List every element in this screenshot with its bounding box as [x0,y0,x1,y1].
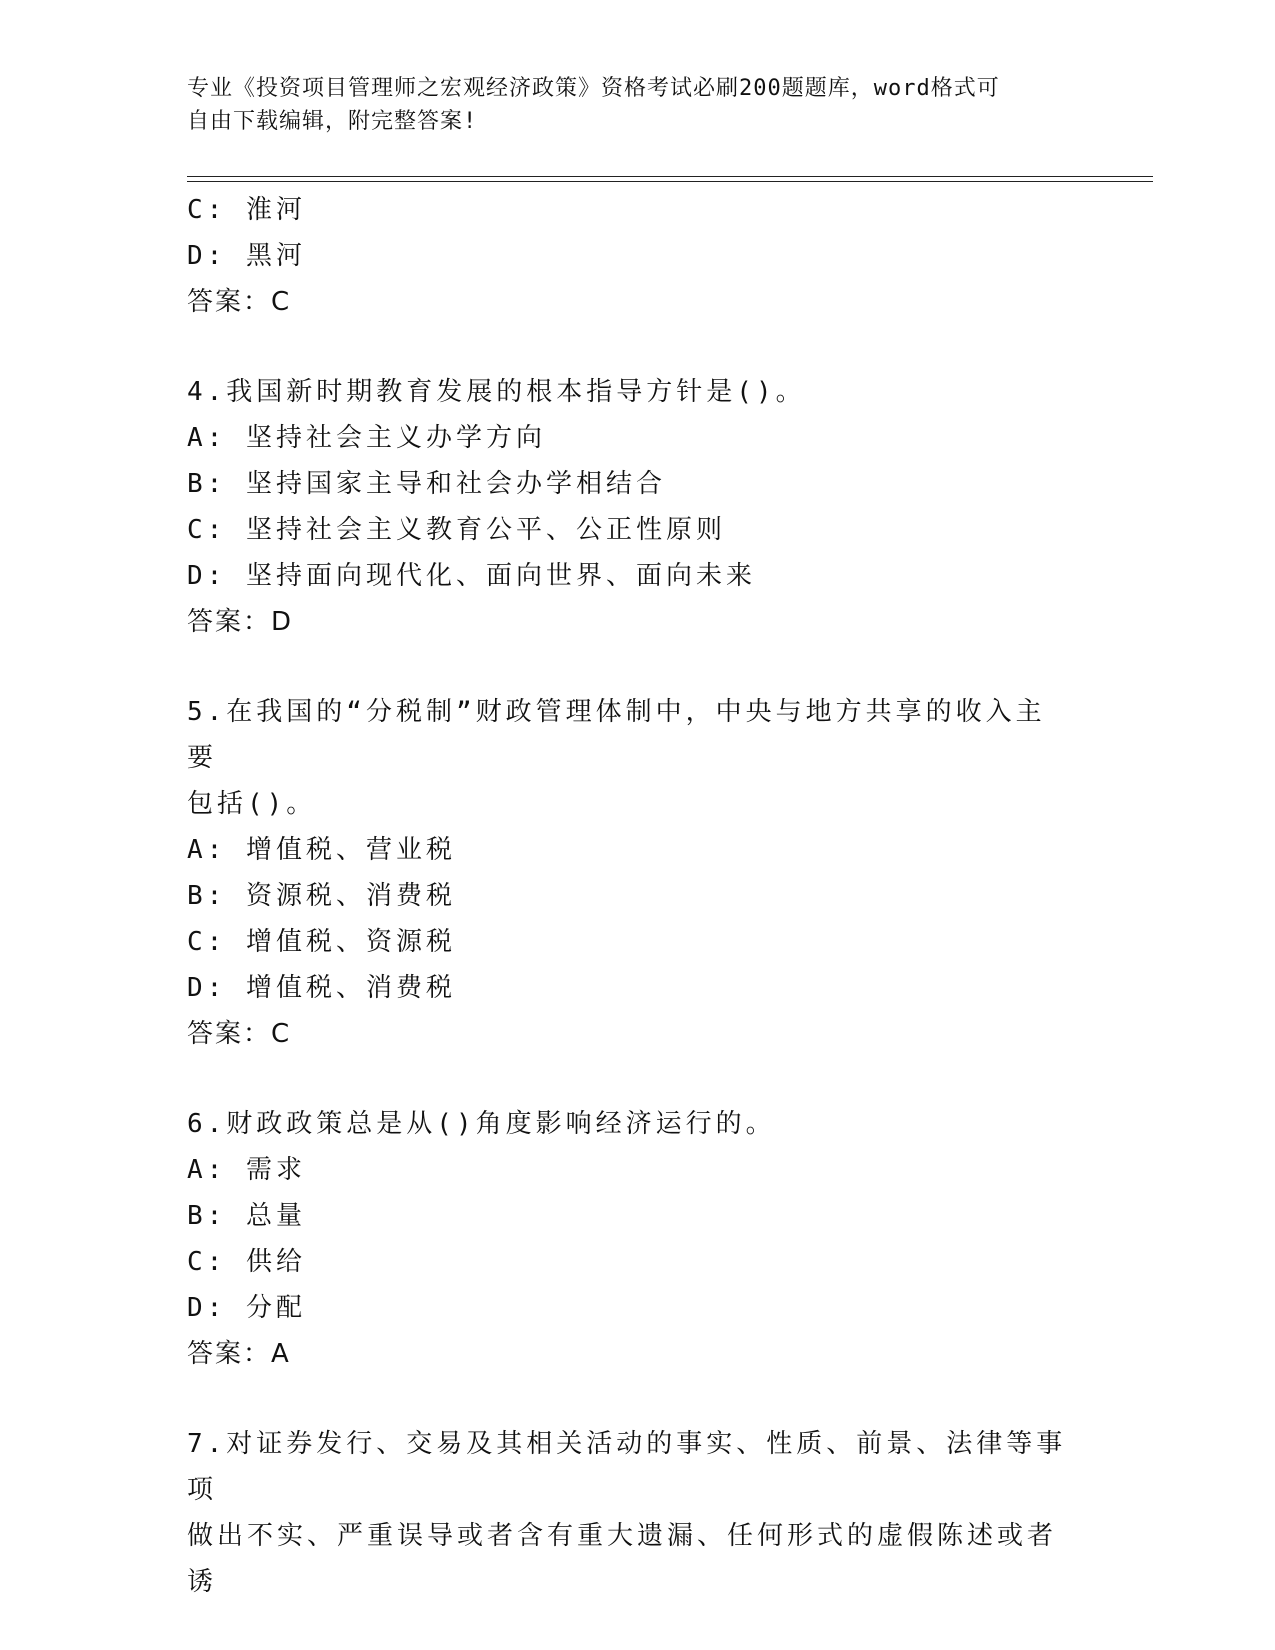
answer-line: 答案：C [187,1019,292,1049]
spacer [187,325,1067,369]
document-header [187,72,1067,138]
question-7 [187,1421,1067,1605]
question-stem: 5.在我国的“分税制”财政管理体制中，中央与地方共享的收入主要 [187,697,1046,773]
header-divider-top [187,176,1153,177]
option-d: D: 黑河 [187,241,306,271]
answer-line: 答案：D [187,607,294,637]
question-4 [187,369,1067,645]
option-b: B: 坚持国家主导和社会办学相结合 [187,469,666,499]
option-d: D: 分配 [187,1293,306,1323]
question-5 [187,689,1067,1057]
header-line-1: 专业《投资项目管理师之宏观经济政策》资格考试必刷200题题库，word格式可 [187,76,1000,101]
option-c: C: 坚持社会主义教育公平、公正性原则 [187,515,726,545]
question-stem: 7.对证券发行、交易及其相关活动的事实、性质、前景、法律等事项 [187,1429,1067,1505]
question-stem-continued: 包括()。 [187,789,317,819]
option-b: B: 资源税、消费税 [187,881,456,911]
answer-line: 答案：C [187,287,292,317]
answer-line: 答案：A [187,1339,291,1369]
option-c: C: 淮河 [187,195,306,225]
option-a: A: 坚持社会主义办学方向 [187,423,546,453]
spacer [187,645,1067,689]
header-line-2: 自由下载编辑，附完整答案! [187,109,478,134]
question-list [187,187,1067,1605]
question-stem: 4.我国新时期教育发展的根本指导方针是()。 [187,377,806,407]
option-c: C: 供给 [187,1247,306,1277]
question-6 [187,1101,1067,1377]
spacer [187,1057,1067,1101]
option-d: D: 坚持面向现代化、面向世界、面向未来 [187,561,756,591]
option-c: C: 增值税、资源税 [187,927,456,957]
option-b: B: 总量 [187,1201,306,1231]
question-3-continued [187,187,1067,325]
option-a: A: 需求 [187,1155,306,1185]
option-d: D: 增值税、消费税 [187,973,456,1003]
question-stem-continued: 做出不实、严重误导或者含有重大遗漏、任何形式的虚假陈述或者诱 [187,1521,1058,1597]
question-stem: 6.财政政策总是从()角度影响经济运行的。 [187,1109,776,1139]
header-divider-bottom [187,181,1153,182]
option-a: A: 增值税、营业税 [187,835,456,865]
spacer [187,1377,1067,1421]
